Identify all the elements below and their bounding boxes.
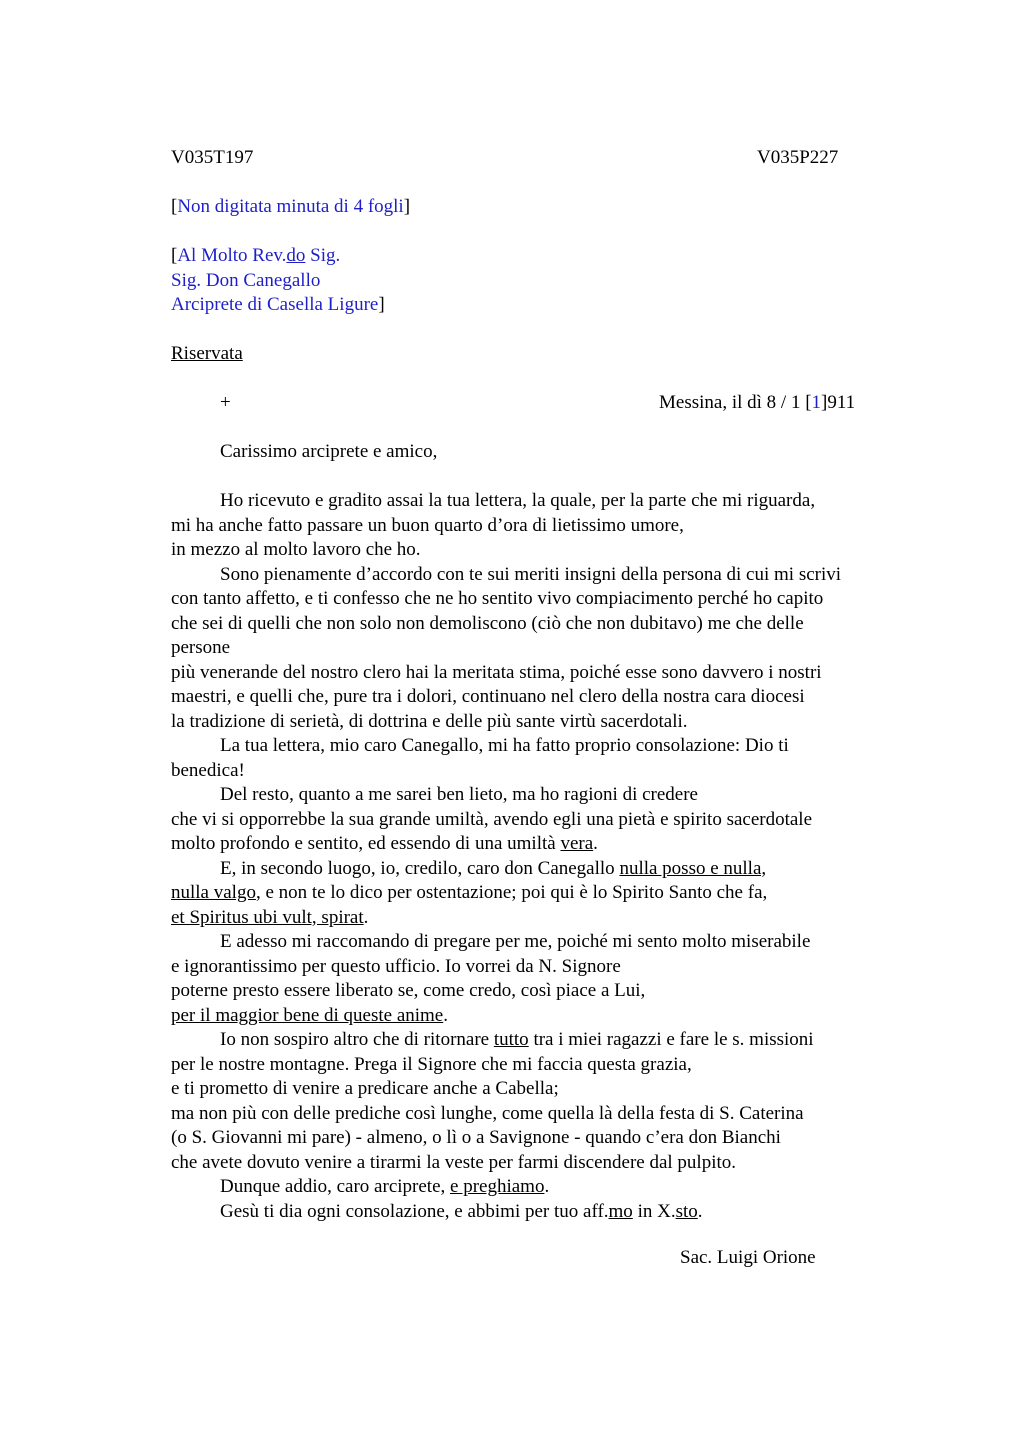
signature: Sac. Luigi Orione — [680, 1247, 816, 1268]
riservata-label: Riservata — [171, 343, 243, 364]
doc-code-left: V035T197 — [171, 147, 254, 168]
address-block: [Al Molto Rev.do Sig. Sig. Don Canegallo Arciprete di Casella Ligure] — [171, 245, 385, 315]
place-date: Messina, il dì 8 / 1 [1]911 — [659, 392, 856, 413]
cross-mark: + — [220, 392, 231, 413]
salutation: Carissimo arciprete e amico, — [220, 441, 438, 462]
letter-body: Ho ricevuto e gradito assai la tua lettera, la quale, per la parte che mi riguarda, mi ha anche fatto passare un buon quarto d’ora di lietissimo umore, in mezzo al molto lavoro che ho. Sono pienamente d’accordo con te sui meriti insigni della persona di cui mi scrivi con tanto affetto, e ti confesso che ne ho sentito vivo compiacimento perché ho capito che sei di quelli che non solo non demoliscono (ciò che non dubitavo) me che delle persone più venerande del nostro clero hai la meritata stima, poiché esse sono davvero i nostri maestri, e quelli che, pure tra i dolori, continuano nel clero della nostra cara diocesi la tradizione di serietà, di dottrina e delle più sante virtù sacerdotali. La tua lettera, mio caro Canegallo, mi ha fatto proprio consolazione: Dio ti benedica! Del resto, quanto a me sarei ben lieto, ma ho ragioni di credere che vi si opporrebbe la sua grande umiltà, avendo egli una pietà e spirito sacerdotale molto profondo e sentito, ed essendo di una umiltà vera. E, in secondo luogo, io, credilo, caro don Canegallo nulla posso e nulla, nulla valgo, e non te lo dico per ostentazione; poi qui è lo Spirito Santo che fa, et Spiritus ubi vult, spirat. E adesso mi raccomando di pregare per me, poiché mi sento molto miserabile e ignorantissimo per questo ufficio. Io vorrei da N. Signore poterne presto essere liberato se, come credo, così piace a Lui, per il maggior bene di queste anime. Io non sospiro altro che di ritornare tutto tra i miei ragazzi e fare le s. missioni per le nostre montagne. Prega il Signore che mi faccia questa grazia, e ti prometto di venire a predicare anche a Cabella; ma non più con delle prediche così lunghe, come quella là della festa di S. Caterina (o S. Giovanni mi pare) - almeno, o lì o a Savignone - quando c’era don Bianchi che avete dovuto venire a tirarmi la veste per farmi discendere dal pulpito. Dunque addio, caro arciprete, e preghiamo. Gesù ti dia ogni consolazione, e abbimi per tuo aff.mo in X.sto. — [171, 490, 842, 1222]
doc-code-right: V035P227 — [757, 147, 839, 168]
editorial-note: [Non digitata minuta di 4 fogli] — [171, 196, 411, 217]
